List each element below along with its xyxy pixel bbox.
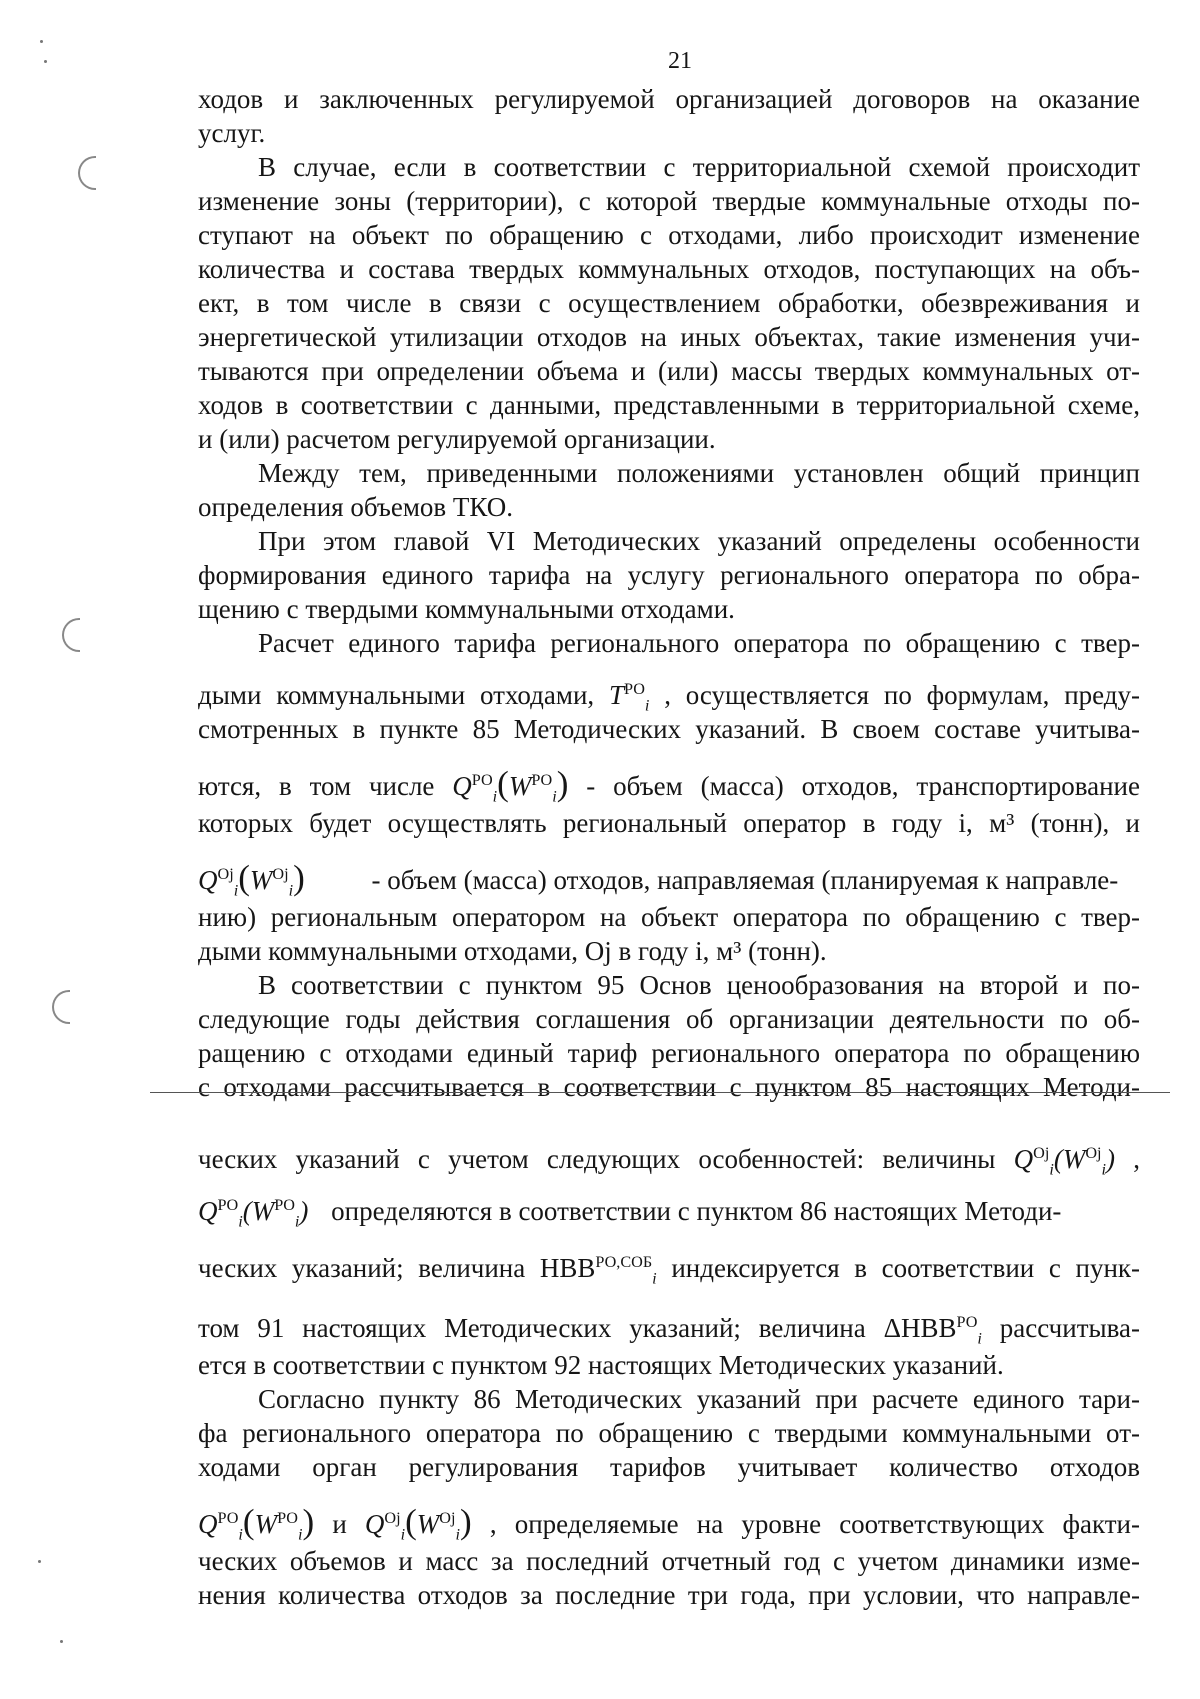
text-line: ходами орган регулирования тарифов учитывает количество отходов: [198, 1452, 1140, 1482]
text-line-formula: $Q^{PO}_i(W^{PO}_i)$ определяются в соответствии с пунктом 86 настоящих Методи-: [198, 1196, 1062, 1231]
text-line-formula: $Q^{РО}_i(W^{РО}_i)$ и $Q^{Oj}_i(W^{Oj}_i)$ , определяемые на уровне соответствующих факти-: [198, 1502, 1140, 1544]
text-line: Расчет единого тарифа регионального оператора по обращению с твер-: [258, 628, 1140, 658]
text-line: В соответствии с пунктом 95 Основ ценообразования на второй и по-: [258, 970, 1140, 1000]
text-line: количества и состава твердых коммунальных отходов, поступающих на объ-: [198, 254, 1140, 284]
text-line: ется в соответствии с пунктом 92 настоящих Методических указаний.: [198, 1350, 1004, 1380]
text-line-formula: $Q^{Oj}_i(W^{Oj}_i)$ - объем (масса) отходов, направляемая (планируемая к направле-: [198, 858, 1119, 900]
punch-hole-mark: [62, 618, 80, 652]
body-text: [198, 82, 1140, 1612]
page-number: 21: [668, 48, 692, 74]
text-line: В случае, если в соответствии с территориальной схемой происходит: [258, 152, 1140, 182]
punch-hole-mark: [52, 990, 70, 1024]
text-line: которых будет осуществлять региональный оператор в году i, м³ (тонн), и: [198, 808, 1140, 838]
text-line: фа регионального оператора по обращению с твердыми коммунальными от-: [198, 1418, 1140, 1448]
text-line-formula: дыми коммунальными отходами, $T^{РО}_i$ , осуществляется по формулам, преду-: [198, 680, 1141, 715]
text-line: формирования единого тарифа на услугу регионального оператора по обра-: [198, 560, 1140, 590]
text-line: ходов в соответствии с данными, представленными в территориальной схеме,: [198, 390, 1140, 420]
formula-q-po: $Q^{РО}_i(W^{РО}_i)$: [198, 1502, 315, 1544]
scan-speck: [60, 1640, 63, 1643]
formula-q-po: $Q^{РО}_i(W^{РО}_i)$: [452, 764, 569, 806]
text-line: услуг.: [198, 118, 266, 148]
text-line: При этом главой VI Методических указаний определены особенности: [258, 526, 1140, 556]
formula-delta-nvv: $\Delta НВВ^{РО}_i$: [883, 1313, 982, 1348]
text-line: ческих объемов и масс за последний отчетный год с учетом динамики изме-: [198, 1546, 1140, 1576]
text-line-formula: ются, в том числе $Q^{РО}_i(W^{РО}_i)$ - объем (масса) отходов, транспортирование: [198, 764, 1140, 806]
text-line: нения количества отходов за последние три года, при условии, что направле-: [198, 1580, 1140, 1610]
text-line: следующие годы действия соглашения об организации деятельности по об-: [198, 1004, 1140, 1034]
formula-q-po: $Q^{PO}_i(W^{PO}_i)$: [198, 1196, 309, 1231]
scan-speck: [44, 60, 47, 63]
text-line: дыми коммунальными отходами, Oj в году i, м³ (тонн).: [198, 936, 827, 966]
text-line: энергетической утилизации отходов на иных объектах, такие изменения учи-: [198, 322, 1140, 352]
text-line: Согласно пункту 86 Методических указаний при расчете единого тари-: [258, 1384, 1140, 1414]
scan-speck: [38, 1560, 41, 1563]
text-line: щению с твердыми коммунальными отходами.: [198, 594, 735, 624]
text-line: тываются при определении объема и (или) массы твердых коммунальных от-: [198, 356, 1140, 386]
text-line: изменение зоны (территории), с которой твердые коммунальные отходы по-: [198, 186, 1140, 216]
text-line: смотренных в пункте 85 Методических указаний. В своем составе учитыва-: [198, 714, 1140, 744]
text-line-formula: ческих указаний с учетом следующих особенностей: величины $Q^{Oj}_i(W^{Oj}_i)$ ,: [198, 1144, 1141, 1179]
formula-tariff: $T^{РО}_i$: [608, 680, 650, 715]
text-line: ект, в том числе в связи с осуществлением обработки, обезвреживания и: [198, 288, 1140, 318]
scan-speck: [40, 40, 43, 43]
page-split-line: [150, 1092, 1170, 1093]
punch-hole-mark: [78, 156, 96, 190]
text-line: Между тем, приведенными положениями установлен общий принцип: [258, 458, 1140, 488]
formula-q-oj: $Q^{Oj}_i(W^{Oj}_i)$: [364, 1502, 472, 1544]
text-line: ращению с отходами единый тариф регионального оператора по обращению: [198, 1038, 1140, 1068]
text-line: ходов и заключенных регулируемой организацией договоров на оказание: [198, 84, 1140, 114]
formula-q-oj: $Q^{Oj}_i(W^{Oj}_i)$: [198, 858, 305, 900]
text-line-formula: ческих указаний; величина $НВВ^{РО,СОБ}_i$ индексируется в соответствии с пунк-: [198, 1253, 1141, 1288]
text-line: с отходами рассчитывается в соответствии с пунктом 85 настоящих Методи-: [198, 1072, 1140, 1102]
formula-nvv: $НВВ^{РО,СОБ}_i$: [539, 1253, 657, 1288]
text-line: ступают на объект по обращению с отходами, либо происходит изменение: [198, 220, 1140, 250]
text-line: определения объемов ТКО.: [198, 492, 513, 522]
text-line-formula: том 91 настоящих Методических указаний; величина $\Delta НВВ^{РО}_i$ рассчитыва-: [198, 1313, 1140, 1348]
formula-q-oj: $Q^{Oj}_i(W^{Oj}_i)$: [1013, 1144, 1116, 1179]
text-line: нию) региональным оператором на объект оператора по обращению с твер-: [198, 902, 1140, 932]
text-line: и (или) расчетом регулируемой организации.: [198, 424, 716, 454]
